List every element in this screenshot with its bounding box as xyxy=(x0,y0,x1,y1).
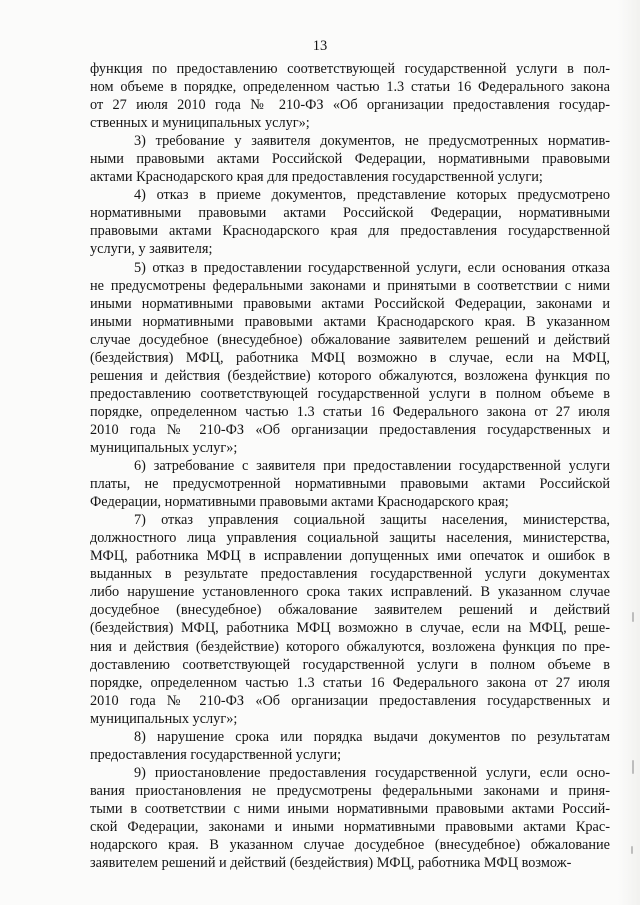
text-line: случае досудебное (внесудебное) обжалование заявителем решений и действий xyxy=(90,331,610,348)
text-line: услуги, у заявителя; xyxy=(90,241,213,258)
paragraph-p-3 xyxy=(90,132,610,186)
text-line: 7) отказ управления социальной защиты населения, министерства, xyxy=(134,512,610,529)
paragraph-p-8 xyxy=(90,728,610,764)
text-line: функция по предоставлению соответствующей государственной услуги в пол- xyxy=(90,61,610,77)
text-line: предоставления государственной услуги; xyxy=(90,746,342,763)
text-line: ской Федерации, законами и иными нормативными правовыми актами Крас- xyxy=(90,818,610,835)
text-line: ния и действия (бездействие) которого обжалуются, возложена функция по пре- xyxy=(90,638,610,655)
paragraph-p-4 xyxy=(90,186,610,258)
text-line: платы, не предусмотренной нормативными правовыми актами Российской xyxy=(90,476,610,493)
text-line: муниципальных услуг»; xyxy=(90,710,238,727)
paragraph-p-7 xyxy=(90,511,610,728)
scan-speck xyxy=(631,846,633,854)
text-line: муниципальных услуг»; xyxy=(90,439,238,456)
text-line: иными нормативными правовыми актами Российской Федерации, законами и xyxy=(90,295,610,312)
text-line: от 27 июля 2010 года № 210-ФЗ «Об организации предоставления государ- xyxy=(90,97,610,114)
text-line: иными нормативными правовыми актами Краснодарского края. В указанном xyxy=(90,313,610,330)
text-line: 5) отказ в предоставлении государственной услуги, если основания отказа xyxy=(134,259,610,276)
text-line: 4) отказ в приеме документов, представление которых предусмотрено xyxy=(134,187,610,204)
text-line: правовыми актами Краснодарского края для предоставления государственной xyxy=(90,223,610,240)
document-body xyxy=(90,60,610,872)
text-line: либо нарушение установленного срока таких исправлений. В указанном случае xyxy=(90,584,610,601)
text-line: вания приостановления не предусмотрены федеральными законами и приня- xyxy=(90,782,610,799)
paragraph-p-cont xyxy=(90,60,610,132)
text-line: предоставлению соответствующей государственной услуги в полном объеме в xyxy=(90,385,610,402)
paragraph-p-9 xyxy=(90,764,610,872)
text-line: порядке, определенном частью 1.3 статьи 16 Федерального закона от 27 июля xyxy=(90,403,610,420)
text-line: (бездействия) МФЦ, работника МФЦ возможно в случае, если на МФЦ, xyxy=(90,349,610,366)
text-line: доставлению соответствующей государственной услуги в полном объеме в xyxy=(90,656,610,673)
text-line: 2010 года № 210-ФЗ «Об организации предоставления государственных и xyxy=(90,421,610,438)
text-line: (бездействия) МФЦ, работника МФЦ возможно в случае, если на МФЦ, реше- xyxy=(90,620,610,637)
text-line: ном объеме в порядке, определенном частью 1.3 статьи 16 Федерального закона xyxy=(90,79,610,96)
scan-speck xyxy=(632,760,634,774)
text-line: 9) приостановление предоставления государственной услуги, если осно- xyxy=(134,764,610,781)
text-line: нормативными правовыми актами Российской Федерации, нормативными xyxy=(90,205,610,222)
scan-edge-shadow xyxy=(618,0,640,905)
text-line: не предусмотрены федеральными законами и принятыми в соответствии с ними xyxy=(90,277,610,294)
text-line: должностного лица управления социальной защиты населения, министерства, xyxy=(90,530,610,547)
text-line: досудебное (внесудебное) обжалование заявителем решений и действий xyxy=(90,602,610,619)
text-line: выданных в результате предоставления государственной услуги документах xyxy=(90,566,610,583)
text-line: МФЦ, работника МФЦ в исправлении допущенных ими опечаток и ошибок в xyxy=(90,548,610,565)
text-line: 2010 года № 210-ФЗ «Об организации предоставления государственных и xyxy=(90,692,610,709)
scan-speck xyxy=(632,612,634,622)
paragraph-p-6 xyxy=(90,457,610,511)
page-number: 13 xyxy=(312,38,328,54)
text-line: ственных и муниципальных услуг»; xyxy=(90,115,310,132)
paragraph-p-5 xyxy=(90,259,610,458)
text-line: 3) требование у заявителя документов, не предусмотренных норматив- xyxy=(134,133,610,150)
text-line: нодарского края. В указанном случае досудебное (внесудебное) обжалование xyxy=(90,837,610,854)
text-line: Федерации, нормативными правовыми актами Краснодарского края; xyxy=(90,494,509,511)
text-line: актами Краснодарского края для предоставления государственной услуги; xyxy=(90,169,543,186)
text-line: заявителем решений и действий (бездействия) МФЦ, работника МФЦ возмож- xyxy=(90,855,572,872)
text-line: 6) затребование с заявителя при предоставлении государственной услуги xyxy=(134,458,610,475)
text-line: ными правовыми актами Российской Федерации, нормативными правовыми xyxy=(90,151,610,168)
text-line: 8) нарушение срока или порядка выдачи документов по результатам xyxy=(134,728,610,745)
text-line: порядке, определенном частью 1.3 статьи 16 Федерального закона от 27 июля xyxy=(90,674,610,691)
text-line: решения и действия (бездействие) которого обжалуются, возложена функция по xyxy=(90,367,610,384)
text-line: тыми в соответствии с ними иными нормативными правовыми актами Россий- xyxy=(90,800,610,817)
